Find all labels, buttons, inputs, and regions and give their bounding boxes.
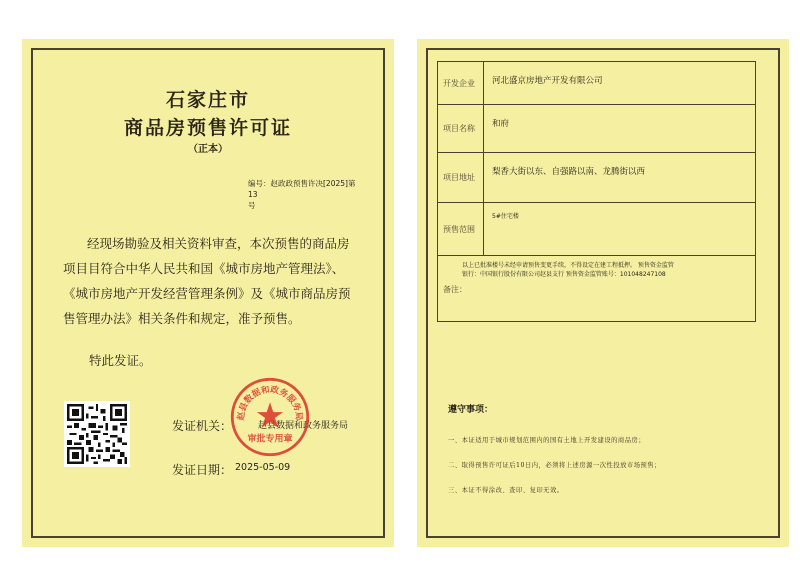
issue-date-label: 发证日期：	[172, 463, 233, 477]
row-label: 预售范围	[438, 203, 484, 255]
number-line1: 编号：赵政政预售许决[2025]第 13	[248, 179, 356, 199]
remarks-value	[462, 262, 757, 279]
remarks-line1: 以上已批准楼号未经申请预售变更手续，不得设定在建工程抵押。 预售资金监管	[462, 262, 674, 269]
seal-top-text: 赵县数据和政务服务局	[236, 385, 304, 421]
certificate-front-page	[22, 39, 394, 547]
row-label: 项目名称	[438, 105, 484, 152]
copy-type: （正本）	[188, 144, 228, 155]
notice-item: 三、本证不得涂改、查印、复印无效。	[448, 487, 564, 494]
issuer-value: 赵县数据和政务服务局	[258, 421, 349, 431]
table-row	[438, 203, 755, 256]
remarks-label: 备注：	[443, 285, 467, 294]
city-name: 石家庄市	[165, 89, 250, 111]
table-row	[438, 105, 755, 153]
remarks-line2: 银行：中国银行股份有限公司赵县支行 预售资金监管账号：101048247108	[462, 270, 666, 278]
notice-item: 二、取得预售许可证后10日内，必须将上述房源一次性投放市场预售；	[448, 462, 661, 469]
certificate-number	[248, 178, 358, 211]
project-info-table	[437, 61, 756, 322]
certificate-back-page	[417, 39, 789, 547]
seal-bottom-text: 审批专用章	[247, 434, 293, 445]
issue-date-value: 2025-05-09	[235, 462, 291, 473]
table-row	[438, 62, 755, 105]
project-address-value: 梨香大街以东、自强路以南、龙腾街以西	[492, 167, 646, 177]
notice-title: 遵守事项：	[448, 405, 494, 415]
official-seal-icon	[229, 376, 311, 458]
row-label: 开发企业	[438, 62, 484, 104]
certificate-title: 商品房预售许可证	[123, 117, 292, 139]
number-line2: 号	[248, 201, 256, 210]
presale-scope-value: 5#住宅楼	[492, 213, 519, 220]
table-row	[438, 256, 755, 323]
qr-code-icon	[64, 401, 130, 467]
issuer-label: 发证机关：	[172, 419, 233, 433]
project-name-value: 和府	[492, 119, 510, 129]
approval-body: 经现场勘验及相关资料审查，本次预售的商品房项目目符合中华人民共和国《城市房地产管理法》、《城市房地产开发经营管理条例》及《城市商品房预售管理办法》相关条件和规定，准予预售。	[63, 236, 351, 326]
developer-value: 河北盛京房地产开发有限公司	[492, 76, 603, 86]
notice-item: 一、本证适用于城市规划范围内的国有土地上开发建设的商品房；	[448, 437, 646, 444]
closing-text: 特此发证。	[89, 353, 152, 368]
row-label: 项目地址	[438, 153, 484, 202]
table-row	[438, 153, 755, 203]
